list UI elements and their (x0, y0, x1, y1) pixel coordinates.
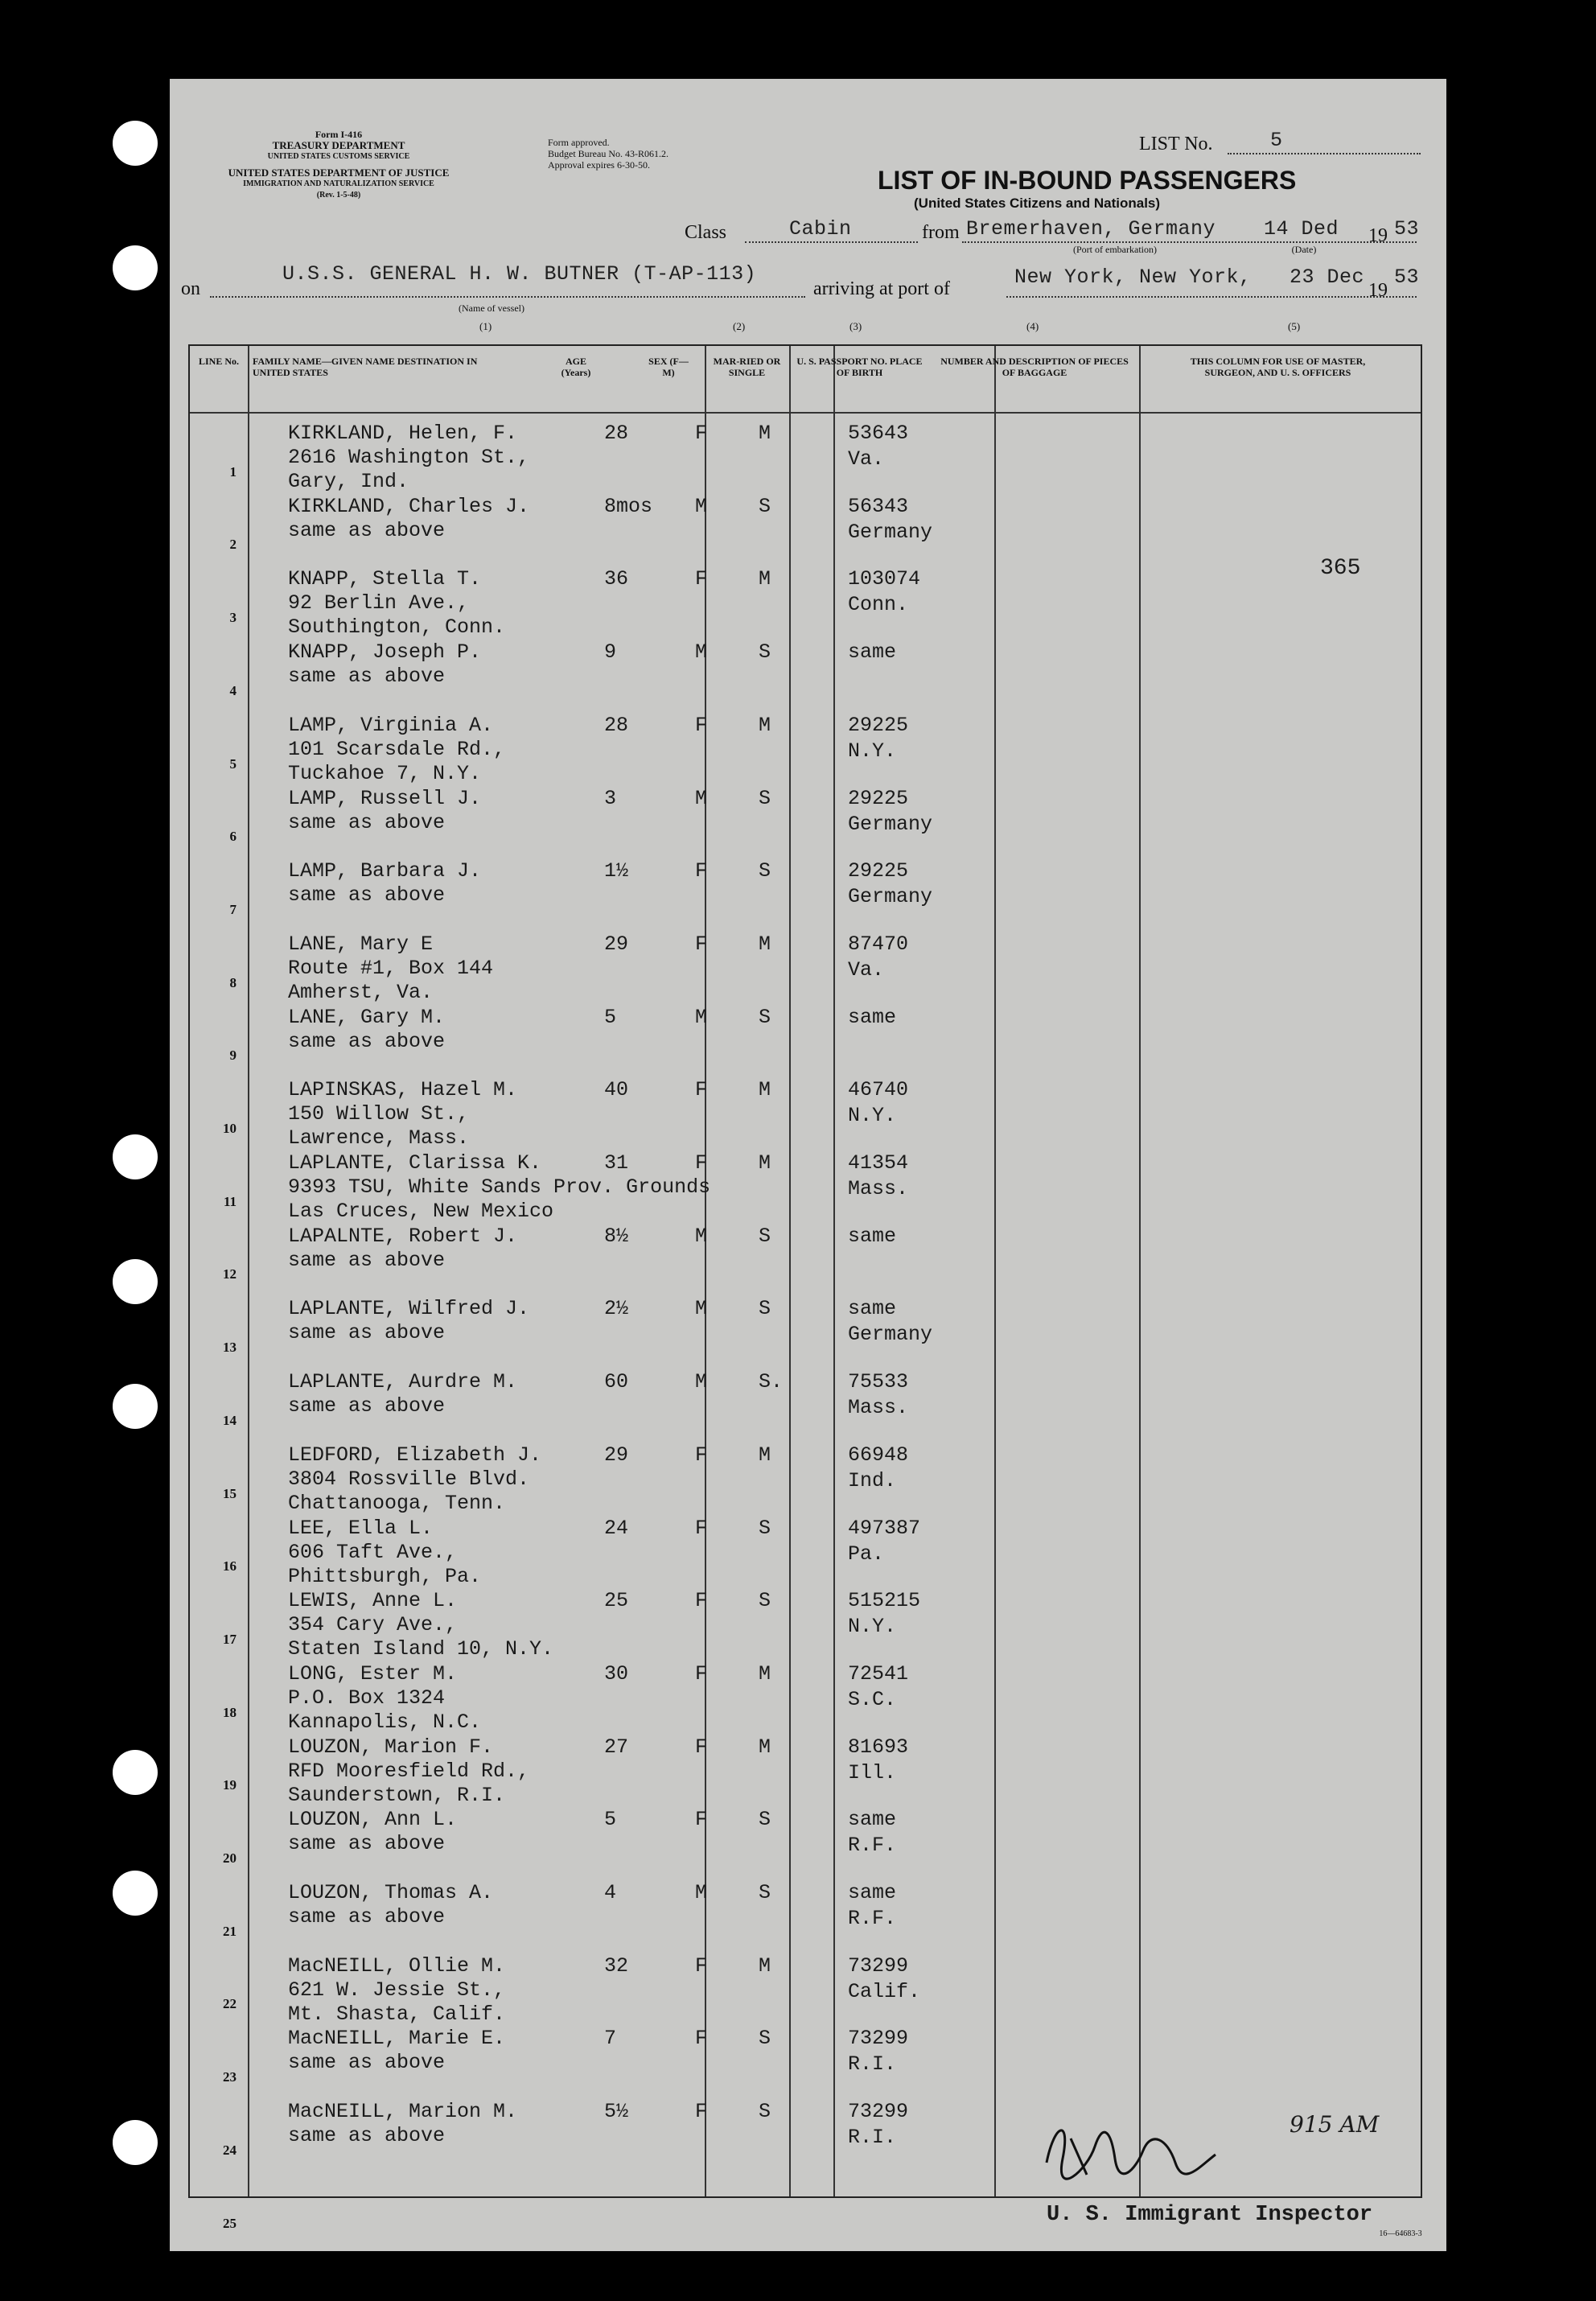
passenger-name-line: LAPINSKAS, Hazel M. (288, 1078, 518, 1102)
line-number: 22 (223, 1996, 237, 2012)
binder-hole (113, 1871, 158, 1916)
passenger-name-line: Lawrence, Mass. (288, 1126, 470, 1150)
passport-value: R.I. (848, 2052, 897, 2077)
col-header-passport: U. S. PASSPORT NO. PLACE OF BIRTH (796, 356, 923, 378)
sex-value: M (695, 1297, 708, 1321)
list-no-line (1228, 153, 1421, 154)
passport-value: Va. (848, 447, 885, 471)
sex-value: F (695, 1516, 708, 1540)
line-number: 17 (223, 1631, 237, 1647)
form-approved: Form approved. (548, 137, 610, 148)
passport-value: 72541 (848, 1661, 909, 1686)
line-number: 19 (223, 1777, 237, 1793)
col-divider (994, 346, 996, 2196)
line-number: 3 (229, 610, 237, 626)
passenger-name-line: KIRKLAND, Helen, F. (288, 422, 518, 445)
marital-value: S (759, 1224, 771, 1248)
passport-value: same (848, 1005, 897, 1029)
passport-value: Germany (848, 1323, 933, 1347)
sex-value: F (695, 932, 708, 956)
passport-value: 81693 (848, 1735, 909, 1759)
sex-value: F (695, 1661, 708, 1686)
passport-value: Mass. (848, 1396, 909, 1420)
passenger-name-line: same as above (288, 1905, 446, 1928)
line-number: 2 (229, 537, 237, 553)
inspector-signature (1039, 2114, 1280, 2187)
sex-value: M (695, 786, 708, 810)
passport-value: same (848, 1297, 897, 1321)
passenger-name-line: LOUZON, Ann L. (288, 1808, 458, 1832)
passenger-name-line: LOUZON, Marion F. (288, 1735, 494, 1759)
passenger-name-line: 2616 Washington St., (288, 446, 530, 469)
age-value: 29 (604, 932, 629, 956)
sex-value: F (695, 1078, 708, 1102)
passenger-name-line: 354 Cary Ave., (288, 1613, 458, 1637)
line-number: 9 (229, 1048, 237, 1064)
passenger-name-line: KIRKLAND, Charles J. (288, 494, 530, 518)
age-value: 32 (604, 1953, 629, 1978)
passport-value: 73299 (848, 2027, 909, 2051)
passenger-name-line: P.O. Box 1324 (288, 1686, 446, 1710)
binder-hole (113, 121, 158, 166)
passport-value: 29225 (848, 786, 909, 810)
passenger-name-line: RFD Mooresfield Rd., (288, 1759, 530, 1783)
marital-value: M (759, 713, 771, 737)
age-value: 5 (604, 1005, 617, 1029)
passenger-name-line: same as above (288, 1832, 446, 1856)
sex-value: M (695, 640, 708, 665)
marital-value: M (759, 1661, 771, 1686)
marital-value: S (759, 786, 771, 810)
passenger-name-line: MacNEILL, Marie E. (288, 2027, 506, 2051)
sex-value: F (695, 859, 708, 883)
sex-value: F (695, 1735, 708, 1759)
passport-value: R.F. (848, 1834, 897, 1858)
age-value: 7 (604, 2027, 617, 2051)
passport-value: Va. (848, 957, 885, 982)
marital-value: M (759, 1953, 771, 1978)
col-num-4: (4) (1026, 320, 1039, 332)
col-num-1: (1) (479, 320, 492, 332)
passenger-name-line: 3804 Rossville Blvd. (288, 1467, 530, 1491)
sex-value: M (695, 1370, 708, 1394)
age-value: 2½ (604, 1297, 629, 1321)
col-header-officers: THIS COLUMN FOR USE OF MASTER, SURGEON, AND U. S. OFFICERS (1190, 356, 1366, 378)
marital-value: S (759, 1516, 771, 1540)
passport-value: 29225 (848, 713, 909, 737)
passport-value: same (848, 1808, 897, 1832)
sex-value: F (695, 422, 708, 445)
age-value: 25 (604, 1589, 629, 1613)
col-num-5: (5) (1288, 320, 1301, 332)
budget-bureau: Budget Bureau No. 43-R061.2. (548, 148, 668, 159)
line-number: 4 (229, 682, 237, 698)
list-no-label: LIST No. (1139, 134, 1213, 154)
passport-value: Mass. (848, 1177, 909, 1200)
passenger-name-line: Gary, Ind. (288, 470, 409, 493)
embarkation-date: 14 Ded (1264, 217, 1339, 241)
passport-value: N.Y. (848, 1104, 897, 1128)
passenger-name-line: Kannapolis, N.C. (288, 1710, 482, 1734)
marital-value: S (759, 2100, 771, 2124)
marital-value: M (759, 1151, 771, 1175)
approval-expires: Approval expires 6-30-50. (548, 159, 650, 171)
arrival-date: 23 Dec (1290, 266, 1365, 289)
passport-value: 29225 (848, 859, 909, 883)
line-number: 18 (223, 1704, 237, 1720)
age-value: 40 (604, 1078, 629, 1102)
marital-value: M (759, 1443, 771, 1467)
passenger-name-line: LAPLANTE, Aurdre M. (288, 1370, 518, 1394)
binder-hole (113, 245, 158, 290)
form-block (186, 129, 492, 201)
sex-value: F (695, 1589, 708, 1613)
col-divider (789, 346, 791, 2196)
passenger-name-line: same as above (288, 1394, 446, 1418)
col-divider (248, 346, 249, 2196)
age-value: 4 (604, 1881, 617, 1904)
sex-value: F (695, 1443, 708, 1467)
passenger-name-line: LANE, Mary E (288, 932, 434, 956)
on-label: on (181, 278, 200, 299)
passenger-name-line: LAPLANTE, Wilfred J. (288, 1297, 530, 1321)
passport-value: Germany (848, 812, 933, 836)
marital-value: S (759, 1005, 771, 1029)
age-value: 9 (604, 640, 617, 665)
passport-value: 73299 (848, 2100, 909, 2124)
age-value: 5 (604, 1808, 617, 1832)
col-num-2: (2) (733, 320, 746, 332)
marital-value: M (759, 1735, 771, 1759)
officer-note: 365 (1320, 556, 1361, 581)
passport-value: 87470 (848, 932, 909, 956)
col-header-age: AGE (Years) (561, 356, 591, 378)
marital-value: S. (759, 1370, 784, 1394)
col-divider (833, 346, 835, 2196)
marital-value: S (759, 640, 771, 665)
line-number: 23 (223, 2069, 237, 2085)
marital-value: S (759, 859, 771, 883)
line-number: 7 (229, 901, 237, 917)
passenger-name-line: 606 Taft Ave., (288, 1540, 458, 1564)
arrival-port: New York, New York, (1014, 266, 1252, 289)
arrival-line (1006, 296, 1417, 298)
arriving-label: arriving at port of (813, 278, 950, 299)
passenger-name-line: LONG, Ester M. (288, 1661, 458, 1686)
passenger-name-line: 92 Berlin Ave., (288, 591, 470, 615)
passport-value: 497387 (848, 1516, 921, 1540)
marital-value: S (759, 494, 771, 518)
passenger-name-line: MacNEILL, Ollie M. (288, 1953, 506, 1978)
vessel-line (210, 296, 805, 298)
age-value: 60 (604, 1370, 629, 1394)
col-header-line: LINE No. (198, 356, 239, 367)
binder-hole (113, 2120, 158, 2165)
line-number: 11 (223, 1193, 237, 1209)
document-title: LIST OF IN-BOUND PASSENGERS (878, 166, 1297, 195)
age-value: 36 (604, 567, 629, 591)
sex-value: M (695, 1005, 708, 1029)
embarkation-caption: (Port of embarkation) (1073, 244, 1157, 255)
col-num-3: (3) (849, 320, 862, 332)
passenger-name-line: LANE, Gary M. (288, 1005, 446, 1029)
passenger-name-line: LEWIS, Anne L. (288, 1589, 458, 1613)
binder-hole (113, 1384, 158, 1429)
line-number: 25 (223, 2215, 237, 2231)
passenger-name-line: same as above (288, 2124, 446, 2148)
passport-value: Ind. (848, 1468, 897, 1492)
passenger-name-line: LOUZON, Thomas A. (288, 1881, 494, 1904)
col-header-baggage: NUMBER AND DESCRIPTION OF PIECES OF BAGGAGE (940, 356, 1129, 378)
justice-dept: UNITED STATES DEPARTMENT OF JUSTICE (228, 167, 450, 179)
passenger-name-line: same as above (288, 1248, 446, 1272)
passenger-name-line: 9393 TSU, White Sands Prov. Grounds (288, 1175, 711, 1199)
marital-value: S (759, 1881, 771, 1904)
passenger-name-line: same as above (288, 1321, 446, 1345)
passenger-name-line: LEDFORD, Elizabeth J. (288, 1443, 542, 1467)
sex-value: M (695, 1224, 708, 1248)
sex-value: F (695, 2100, 708, 2124)
passport-value: same (848, 640, 897, 665)
marital-value: S (759, 1297, 771, 1321)
passenger-name-line: same as above (288, 665, 446, 689)
revision: (Rev. 1-5-48) (316, 191, 361, 200)
treasury-dept: TREASURY DEPARTMENT (272, 139, 405, 151)
passenger-name-line: same as above (288, 1029, 446, 1053)
passport-value: R.I. (848, 2126, 897, 2150)
passenger-name-line: Route #1, Box 144 (288, 956, 494, 980)
vessel-name: U.S.S. GENERAL H. W. BUTNER (T-AP-113) (282, 262, 757, 286)
sex-value: F (695, 567, 708, 591)
age-value: 8½ (604, 1224, 629, 1248)
passenger-name-line: Staten Island 10, N.Y. (288, 1637, 554, 1661)
col-divider (1139, 346, 1141, 2196)
passport-value: Ill. (848, 1760, 897, 1784)
marital-value: M (759, 932, 771, 956)
from-label: from (922, 222, 960, 243)
marital-value: M (759, 1078, 771, 1102)
age-value: 30 (604, 1661, 629, 1686)
embarkation-year-prefix: 19 (1368, 225, 1388, 246)
print-code: 16—64683-3 (1379, 2229, 1422, 2238)
col-header-sex: SEX (F—M) (648, 356, 689, 378)
binder-hole (113, 1134, 158, 1179)
line-number: 21 (223, 1923, 237, 1939)
passport-value: S.C. (848, 1687, 897, 1711)
passport-value: 73299 (848, 1953, 909, 1978)
sex-value: F (695, 1953, 708, 1978)
passenger-name-line: same as above (288, 518, 446, 542)
marital-value: M (759, 422, 771, 445)
passenger-name-line: Mt. Shasta, Calif. (288, 2002, 506, 2026)
passenger-name-line: LAMP, Barbara J. (288, 859, 482, 883)
passport-value: 66948 (848, 1443, 909, 1467)
passport-value: N.Y. (848, 1615, 897, 1639)
passenger-name-line: Tuckahoe 7, N.Y. (288, 761, 482, 785)
age-value: 28 (604, 422, 629, 445)
passport-value: Pa. (848, 1542, 885, 1566)
passenger-name-line: Chattanooga, Tenn. (288, 1491, 506, 1515)
line-number: 5 (229, 755, 237, 772)
passenger-name-line: Amherst, Va. (288, 980, 434, 1004)
passenger-name-line: LAMP, Virginia A. (288, 713, 494, 737)
marital-value: S (759, 1808, 771, 1832)
passport-value: 103074 (848, 567, 921, 591)
passenger-name-line: same as above (288, 883, 446, 908)
line-number: 14 (223, 1412, 237, 1428)
passport-value: R.F. (848, 1907, 897, 1930)
age-value: 3 (604, 786, 617, 810)
age-value: 8mos (604, 494, 653, 518)
document-subtitle: (United States Citizens and Nationals) (914, 196, 1161, 211)
sex-value: F (695, 713, 708, 737)
age-value: 27 (604, 1735, 629, 1759)
arrival-year: 53 (1394, 266, 1420, 289)
from-line (962, 241, 1417, 243)
embarkation-port: Bremerhaven, Germany (966, 217, 1216, 241)
age-value: 29 (604, 1443, 629, 1467)
passport-value: Calif. (848, 1979, 921, 2003)
line-number: 16 (223, 1558, 237, 1574)
class-label: Class (685, 222, 727, 243)
inspector-title: U. S. Immigrant Inspector (1047, 2203, 1373, 2227)
passport-value: 53643 (848, 422, 909, 445)
passport-value: 46740 (848, 1078, 909, 1102)
sex-value: F (695, 1151, 708, 1175)
passport-value: same (848, 1224, 897, 1248)
approval-block (548, 137, 709, 171)
passenger-name-line: Saunderstown, R.I. (288, 1783, 506, 1807)
line-number: 1 (229, 463, 237, 480)
line-number: 6 (229, 829, 237, 845)
age-value: 24 (604, 1516, 629, 1540)
passport-value: same (848, 1881, 897, 1904)
binder-hole (113, 1750, 158, 1795)
sex-value: M (695, 494, 708, 518)
passport-value: Conn. (848, 593, 909, 617)
line-number: 10 (223, 1121, 237, 1136)
passenger-name-line: Phittsburgh, Pa. (288, 1564, 482, 1588)
customs-service: UNITED STATES CUSTOMS SERVICE (267, 152, 410, 161)
passenger-name-line: LAMP, Russell J. (288, 786, 482, 810)
passenger-name-line: KNAPP, Joseph P. (288, 640, 482, 665)
passenger-name-line: KNAPP, Stella T. (288, 567, 482, 591)
line-number: 13 (223, 1340, 237, 1356)
passenger-name-line: same as above (288, 2051, 446, 2075)
form-number: Form I-416 (315, 129, 363, 140)
passport-value: Germany (848, 520, 933, 544)
passenger-name-line: LAPALNTE, Robert J. (288, 1224, 518, 1248)
passport-value: 75533 (848, 1370, 909, 1394)
passenger-name-line: LAPLANTE, Clarissa K. (288, 1151, 542, 1175)
line-number: 8 (229, 974, 237, 990)
age-value: 1½ (604, 859, 629, 883)
arrival-year-prefix: 19 (1368, 280, 1388, 301)
class-line (745, 241, 918, 243)
passport-value: Germany (848, 885, 933, 909)
col-header-married: MAR-RIED OR SINGLE (713, 356, 781, 378)
header-rule (190, 412, 1421, 414)
col-header-name: FAMILY NAME—GIVEN NAME DESTINATION IN UNITED STATES (253, 356, 478, 378)
ins-service: IMMIGRATION AND NATURALIZATION SERVICE (243, 179, 434, 188)
line-number: 12 (223, 1266, 237, 1282)
age-value: 5½ (604, 2100, 629, 2124)
binder-hole (113, 1259, 158, 1304)
passenger-name-line: 621 W. Jessie St., (288, 1978, 506, 2002)
line-number: 20 (223, 1850, 237, 1866)
passport-value: N.Y. (848, 739, 897, 763)
signature-scribble (1039, 2114, 1280, 2187)
line-number: 24 (223, 2142, 237, 2158)
age-value: 31 (604, 1151, 629, 1175)
passenger-name-line: 150 Willow St., (288, 1102, 470, 1126)
manifest-page (170, 79, 1446, 2251)
passport-value: 515215 (848, 1589, 921, 1613)
marital-value: S (759, 2027, 771, 2051)
sex-value: F (695, 1808, 708, 1832)
embarkation-year: 53 (1394, 217, 1420, 241)
passport-value: 56343 (848, 494, 909, 518)
passenger-name-line: 101 Scarsdale Rd., (288, 737, 506, 761)
marital-value: M (759, 567, 771, 591)
date-caption: (Date) (1291, 244, 1317, 255)
signature-time: 915 AM (1290, 2111, 1380, 2138)
line-number: 15 (223, 1485, 237, 1501)
passenger-name-line: Southington, Conn. (288, 615, 506, 640)
passenger-name-line: Las Cruces, New Mexico (288, 1200, 554, 1223)
vessel-caption: (Name of vessel) (459, 303, 524, 314)
sex-value: M (695, 1881, 708, 1904)
col-divider (705, 346, 706, 2196)
passenger-name-line: same as above (288, 810, 446, 834)
marital-value: S (759, 1589, 771, 1613)
passenger-name-line: LEE, Ella L. (288, 1516, 434, 1540)
class-value: Cabin (789, 217, 852, 241)
age-value: 28 (604, 713, 629, 737)
passenger-name-line: MacNEILL, Marion M. (288, 2100, 518, 2124)
sex-value: F (695, 2027, 708, 2051)
passport-value: 41354 (848, 1151, 909, 1175)
list-no-value: 5 (1270, 129, 1283, 152)
